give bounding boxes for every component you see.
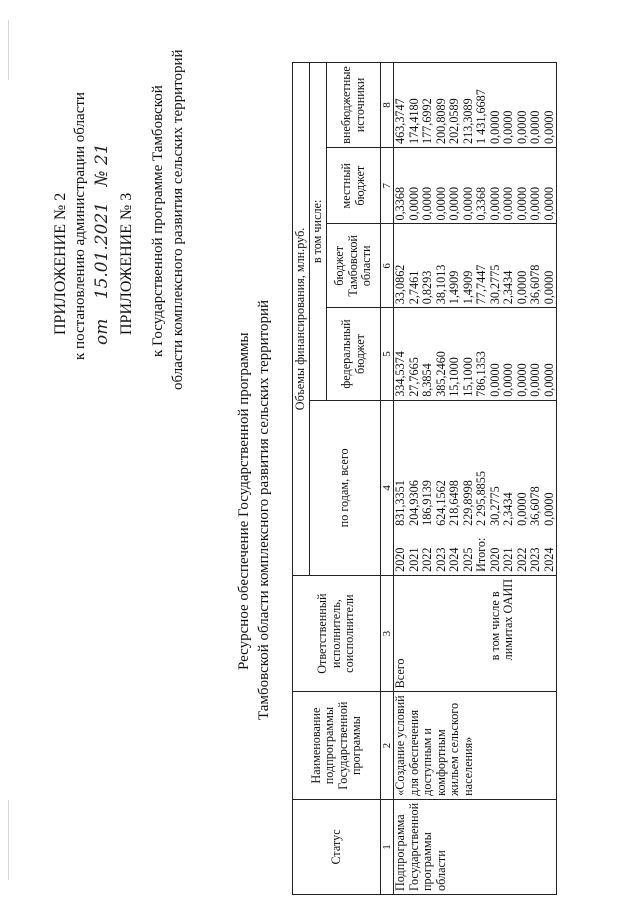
header-federal: федеральный бюджет	[327, 308, 381, 401]
federal-value: 0,0000	[541, 363, 556, 397]
header-funding: Объемы финансирования, млн.руб.	[293, 63, 310, 576]
total-value: 831,3351	[393, 480, 407, 526]
program-line-2: области комплексного развития сельских территорий	[170, 49, 186, 390]
subprogram-text-line: «Создание условий	[393, 695, 407, 796]
handwritten-date-value: 15.01.2021	[92, 201, 112, 300]
local-value: 0,0000	[420, 186, 434, 221]
federal-value: 0,0000	[501, 363, 515, 397]
federal-value: 786,1353	[474, 351, 488, 397]
local-value: 0,0000	[406, 186, 421, 221]
totals-list	[394, 471, 556, 526]
status-text-line: программы	[420, 832, 434, 891]
federal-value: 8,3854	[420, 363, 434, 397]
federal-cell	[394, 308, 557, 401]
federal-value: 385,2460	[433, 351, 448, 397]
year-value: 2022	[514, 547, 529, 572]
year-value: 2022	[420, 547, 434, 572]
total-value: 2 295,8855	[474, 471, 488, 526]
extra-value: 1 431,6687	[474, 89, 488, 144]
col-number: 3	[381, 575, 394, 691]
year-value: 2023	[433, 547, 448, 572]
header-local: местный бюджет	[327, 148, 381, 224]
status-text-line: Подпрограмма	[393, 814, 407, 891]
handwritten-number: № 21	[92, 143, 112, 187]
header-by-year: по годам, всего	[310, 400, 381, 575]
subprogram-cell	[394, 692, 557, 800]
handwritten-date-prefix: от	[92, 318, 112, 345]
extra-cell	[394, 63, 557, 148]
extra-value: 177,6992	[420, 98, 434, 144]
year-value: 2023	[528, 547, 542, 572]
federal-value: 15,1000	[460, 357, 475, 397]
federal-value: 27,7665	[406, 357, 421, 397]
header-executor: Ответственный исполнитель, соисполнители	[293, 575, 381, 691]
regional-value: 2,7461	[406, 270, 421, 305]
header-status: Статус	[293, 799, 381, 894]
header-regional: бюджет Тамбовской области	[327, 224, 381, 308]
year-value: Итого:	[474, 537, 488, 572]
executor-cell	[394, 575, 557, 691]
funding-table	[292, 62, 557, 895]
total-value: 0,0000	[541, 492, 556, 526]
regional-value: 1,4909	[460, 270, 475, 305]
years-list	[394, 526, 556, 572]
federal-value: 15,1000	[447, 357, 461, 397]
year-total-cell	[394, 400, 557, 575]
total-value: 2,3434	[501, 492, 515, 526]
subprogram-text-line: комфортным	[433, 729, 448, 796]
executor-total-label: Всего	[393, 658, 407, 689]
local-value: 0,3368	[393, 186, 407, 221]
local-cell	[394, 148, 557, 224]
appendix-title-2: ПРИЛОЖЕНИЕ № 3	[118, 192, 135, 335]
total-value: 36,6078	[528, 486, 542, 526]
year-value: 2024	[447, 547, 461, 572]
federal-value: 0,0000	[528, 363, 542, 397]
col-number: 6	[381, 224, 394, 308]
subprogram-text-line: для обеспечения	[406, 709, 421, 796]
extra-value: 463,3747	[393, 98, 407, 144]
local-value: 0,0000	[433, 186, 448, 221]
program-line-1: к Государственной программе Тамбовской	[150, 85, 166, 357]
year-value: 2020	[487, 547, 502, 572]
year-value: 2021	[501, 547, 515, 572]
year-value: 2021	[406, 547, 421, 572]
federal-value: 0,0000	[487, 363, 502, 397]
local-value: 0,0000	[460, 186, 475, 221]
header-subprogram: Наименование подпрограммы Государственной программы	[293, 692, 381, 800]
extra-value: 0,0000	[501, 110, 515, 144]
subprogram-text-line: населения»	[460, 736, 475, 796]
total-value: 229,8998	[460, 480, 475, 526]
local-value: 0,0000	[541, 186, 556, 221]
total-value: 624,1562	[433, 480, 448, 526]
extra-value: 200,8089	[433, 98, 448, 144]
regional-value: 2,3434	[501, 270, 515, 305]
regional-value: 1,4909	[447, 270, 461, 305]
regional-value: 30,2775	[487, 264, 502, 305]
year-value: 2025	[460, 547, 475, 572]
regional-value: 33,0862	[393, 264, 407, 305]
regional-value: 77,7447	[474, 264, 488, 305]
subprogram-text-line: доступным и	[420, 728, 434, 796]
regional-value: 38,1013	[433, 264, 448, 305]
subprogram-text-line: жильем сельского	[447, 702, 461, 796]
local-value: 0,0000	[501, 186, 515, 221]
total-value: 186,9139	[420, 480, 434, 526]
appendix-title: ПРИЛОЖЕНИЕ № 2	[52, 192, 69, 335]
local-value: 0,0000	[487, 186, 502, 221]
extra-value: 0,0000	[528, 110, 542, 144]
status-text-line: области	[433, 850, 448, 891]
regional-cell	[394, 224, 557, 308]
year-value: 2020	[393, 547, 407, 572]
document-title-line-1: Ресурсное обеспечение Государственной программы	[236, 332, 252, 670]
regional-value: 0,0000	[541, 270, 556, 305]
regional-value: 36,6078	[528, 264, 542, 305]
regional-value: 0,8293	[420, 270, 434, 305]
resolution-line: к постановлению администрации области	[72, 92, 88, 360]
col-number: 2	[381, 692, 394, 800]
total-value: 218,6498	[447, 480, 461, 526]
year-value: 2024	[541, 547, 556, 572]
col-number: 4	[381, 400, 394, 575]
local-value: 0,3368	[474, 186, 488, 221]
status-cell	[394, 799, 557, 894]
table-row	[394, 63, 557, 895]
extra-value: 0,0000	[514, 110, 529, 144]
header-extra: внебюджетные источники	[327, 63, 381, 148]
executor-sub-label: лимитах ОАИП	[501, 578, 515, 661]
extra-value: 0,0000	[487, 110, 502, 144]
col-number: 5	[381, 308, 394, 401]
header-in-that-number: в том числе:	[310, 63, 327, 401]
extra-value: 213,3089	[460, 98, 475, 144]
federal-value: 0,0000	[514, 363, 529, 397]
local-value: 0,0000	[447, 186, 461, 221]
local-value: 0,0000	[528, 186, 542, 221]
document-title-line-2: Тамбовской области комплексного развития сельских территорий	[256, 299, 272, 720]
col-number: 8	[381, 63, 394, 148]
extra-value: 174,4180	[406, 98, 421, 144]
federal-value: 334,5374	[393, 351, 407, 397]
status-text-line: Государственной	[406, 802, 421, 891]
regional-value: 0,0000	[514, 270, 529, 305]
col-number: 7	[381, 148, 394, 224]
col-number: 1	[381, 799, 394, 894]
total-value: 204,9306	[406, 480, 421, 526]
handwritten-date	[92, 143, 112, 345]
executor-sub-label: в том числе в	[487, 591, 502, 661]
extra-value: 202,0589	[447, 98, 461, 144]
total-value: 0,0000	[514, 492, 529, 526]
total-value: 30,2775	[487, 486, 502, 526]
extra-value: 0,0000	[541, 110, 556, 144]
local-value: 0,0000	[514, 186, 529, 221]
